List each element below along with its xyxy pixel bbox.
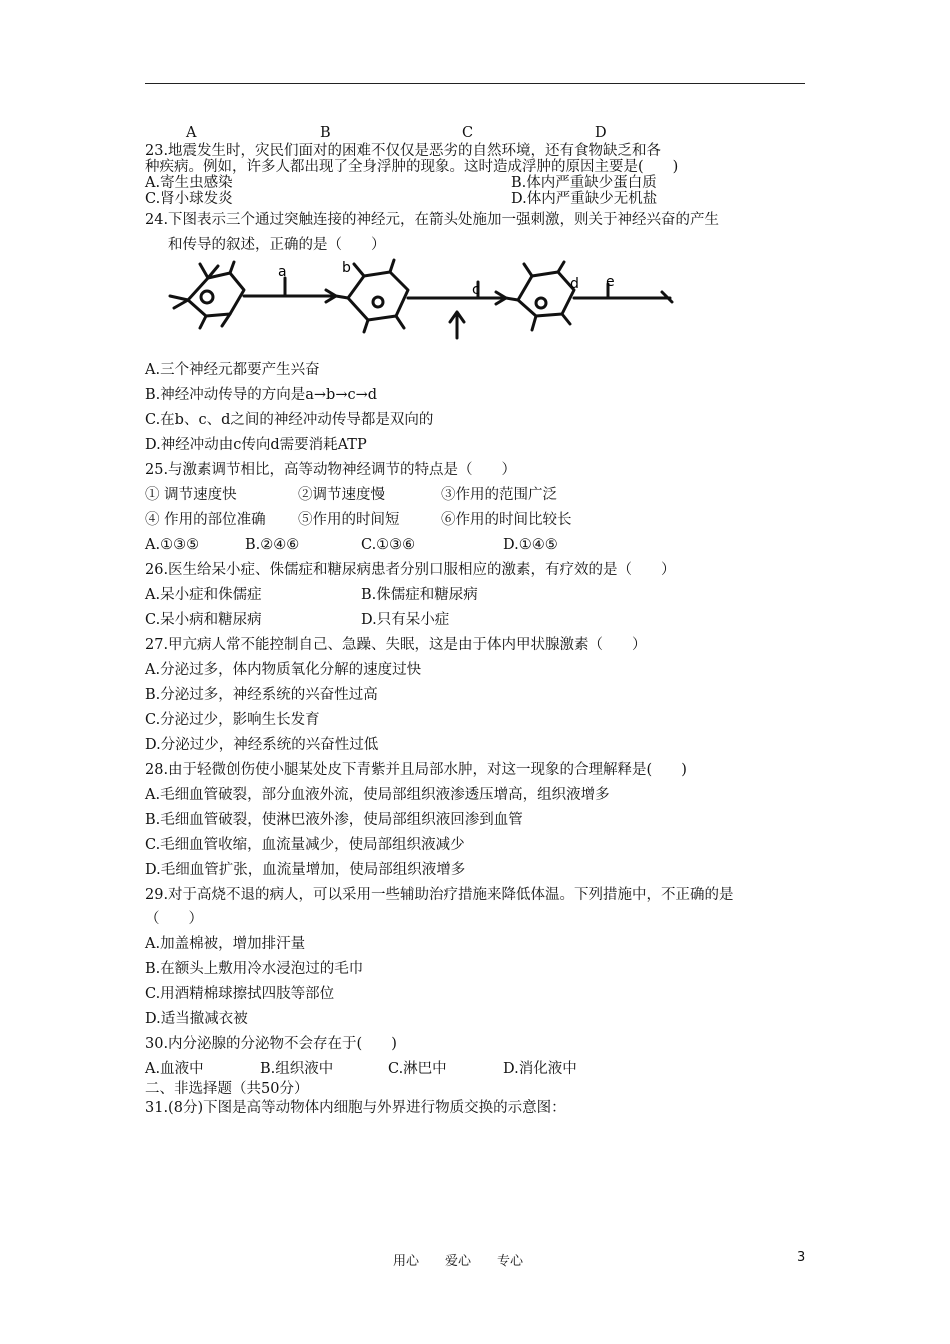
- q23-stem-2: 种疾病。例如，许多人都出现了全身浮肿的现象。这时造成浮肿的原因主要是( ): [145, 159, 679, 175]
- q25-option-d: D.①④⑤: [503, 537, 558, 553]
- q30-option-c: C.淋巴中: [388, 1061, 447, 1077]
- q25-item-4: ④ 作用的部位准确: [145, 512, 266, 528]
- q25-item-6: ⑥作用的时间比较长: [441, 512, 572, 528]
- stimulus-arrow: [450, 312, 464, 338]
- fig-label-a: a: [278, 264, 287, 280]
- q23-stem-1: 23.地震发生时，灾民们面对的困难不仅仅是恶劣的自然环境，还有食物缺乏和各: [145, 143, 662, 159]
- figure-label-c: C: [462, 125, 474, 141]
- q24-option-c: C.在b、c、d之间的神经冲动传导都是双向的: [145, 412, 434, 428]
- figure-label-d: D: [595, 125, 607, 141]
- q29-option-c: C.用酒精棉球擦拭四肢等部位: [145, 986, 335, 1002]
- q28-option-b: B.毛细血管破裂，使淋巴液外渗，使局部组织液回渗到血管: [145, 812, 523, 828]
- q25-option-b: B.②④⑥: [245, 537, 300, 553]
- q25-item-1: ① 调节速度快: [145, 487, 237, 503]
- neuron-3-nucleus: [536, 298, 546, 308]
- q24-stem-2: 和传导的叙述，正确的是（ ）: [168, 237, 386, 253]
- q28-option-a: A.毛细血管破裂，部分血液外流，使局部组织液渗透压增高，组织液增多: [145, 787, 610, 803]
- neuron-3-body: [518, 272, 574, 316]
- q24-option-a: A.三个神经元都要产生兴奋: [145, 362, 320, 378]
- fig-label-d: d: [570, 276, 579, 292]
- q23-option-c: C.肾小球发炎: [145, 191, 233, 207]
- q26-option-a: A.呆小症和侏儒症: [145, 587, 262, 603]
- neuron-1-body: [188, 273, 244, 316]
- q29-option-a: A.加盖棉被，增加排汗量: [145, 936, 306, 952]
- figure-label-a: A: [186, 125, 197, 141]
- fig-label-b: b: [342, 260, 351, 276]
- q27-option-c: C.分泌过少，影响生长发育: [145, 712, 320, 728]
- q27-option-a: A.分泌过多，体内物质氧化分解的速度过快: [145, 662, 422, 678]
- q23-option-a: A.寄生虫感染: [145, 175, 233, 191]
- q29-stem-1: 29.对于高烧不退的病人，可以采用一些辅助治疗措施来降低体温。下列措施中，不正确的是: [145, 887, 734, 903]
- q25-item-3: ③作用的范围广泛: [441, 487, 557, 503]
- q23-option-b: B.体内严重缺少蛋白质: [511, 175, 657, 191]
- q28-stem: 28.由于轻微创伤使小腿某处皮下青紫并且局部水肿，对这一现象的合理解释是( ): [145, 762, 687, 778]
- q30-option-a: A.血液中: [145, 1061, 204, 1077]
- q27-option-b: B.分泌过多，神经系统的兴奋性过高: [145, 687, 378, 703]
- q28-option-d: D.毛细血管扩张，血流量增加，使局部组织液增多: [145, 862, 466, 878]
- q24-option-b: B.神经冲动传导的方向是a→b→c→d: [145, 387, 378, 403]
- q29-stem-2: （ ）: [145, 911, 203, 927]
- q25-item-2: ②调节速度慢: [298, 487, 385, 503]
- q30-option-b: B.组织液中: [260, 1061, 334, 1077]
- q29-option-d: D.适当撤减衣被: [145, 1011, 248, 1027]
- q24-stem-1: 24.下图表示三个通过突触连接的神经元，在箭头处施加一强刺激，则关于神经兴奋的产生: [145, 212, 720, 228]
- page-number: 3: [797, 1250, 806, 1265]
- figure-label-b: B: [320, 125, 331, 141]
- figure-label-row: [0, 124, 950, 142]
- q30-stem: 30.内分泌腺的分泌物不会存在于( ): [145, 1036, 397, 1052]
- q29-option-b: B.在额头上敷用冷水浸泡过的毛巾: [145, 961, 364, 977]
- q26-stem: 26.医生给呆小症、侏儒症和糖尿病患者分别口服相应的激素，有疗效的是（ ）: [145, 562, 676, 578]
- neuron-diagram: [160, 258, 680, 348]
- q25-stem: 25.与激素调节相比，高等动物神经调节的特点是（ ）: [145, 462, 517, 478]
- q26-option-c: C.呆小病和糖尿病: [145, 612, 262, 628]
- neuron-1-nucleus: [201, 291, 213, 303]
- neuron-2-nucleus: [373, 297, 383, 307]
- q27-option-d: D.分泌过少，神经系统的兴奋性过低: [145, 737, 379, 753]
- q23-option-d: D.体内严重缺少无机盐: [511, 191, 658, 207]
- q25-option-a: A.①③⑤: [145, 537, 200, 553]
- q31-stem: 31.(8分)下图是高等动物体内细胞与外界进行物质交换的示意图：: [145, 1100, 566, 1116]
- fig-label-c: c: [472, 282, 480, 298]
- q28-option-c: C.毛细血管收缩，血流量减少，使局部组织液减少: [145, 837, 465, 853]
- q24-option-d: D.神经冲动由c传向d需要消耗ATP: [145, 437, 367, 453]
- q26-option-b: B.侏儒症和糖尿病: [361, 587, 478, 603]
- q27-stem: 27.甲亢病人常不能控制自己、急躁、失眠，这是由于体内甲状腺激素（ ）: [145, 637, 647, 653]
- q25-option-c: C.①③⑥: [361, 537, 416, 553]
- q26-option-d: D.只有呆小症: [361, 612, 450, 628]
- header-rule: [145, 83, 805, 84]
- fig-label-e: e: [606, 274, 615, 290]
- q25-item-5: ⑤作用的时间短: [298, 512, 400, 528]
- page-footer: 用心 爱心 专心: [393, 1254, 524, 1269]
- q30-option-d: D.消化液中: [503, 1061, 577, 1077]
- section-heading: 二、非选择题（共50分）: [145, 1081, 309, 1097]
